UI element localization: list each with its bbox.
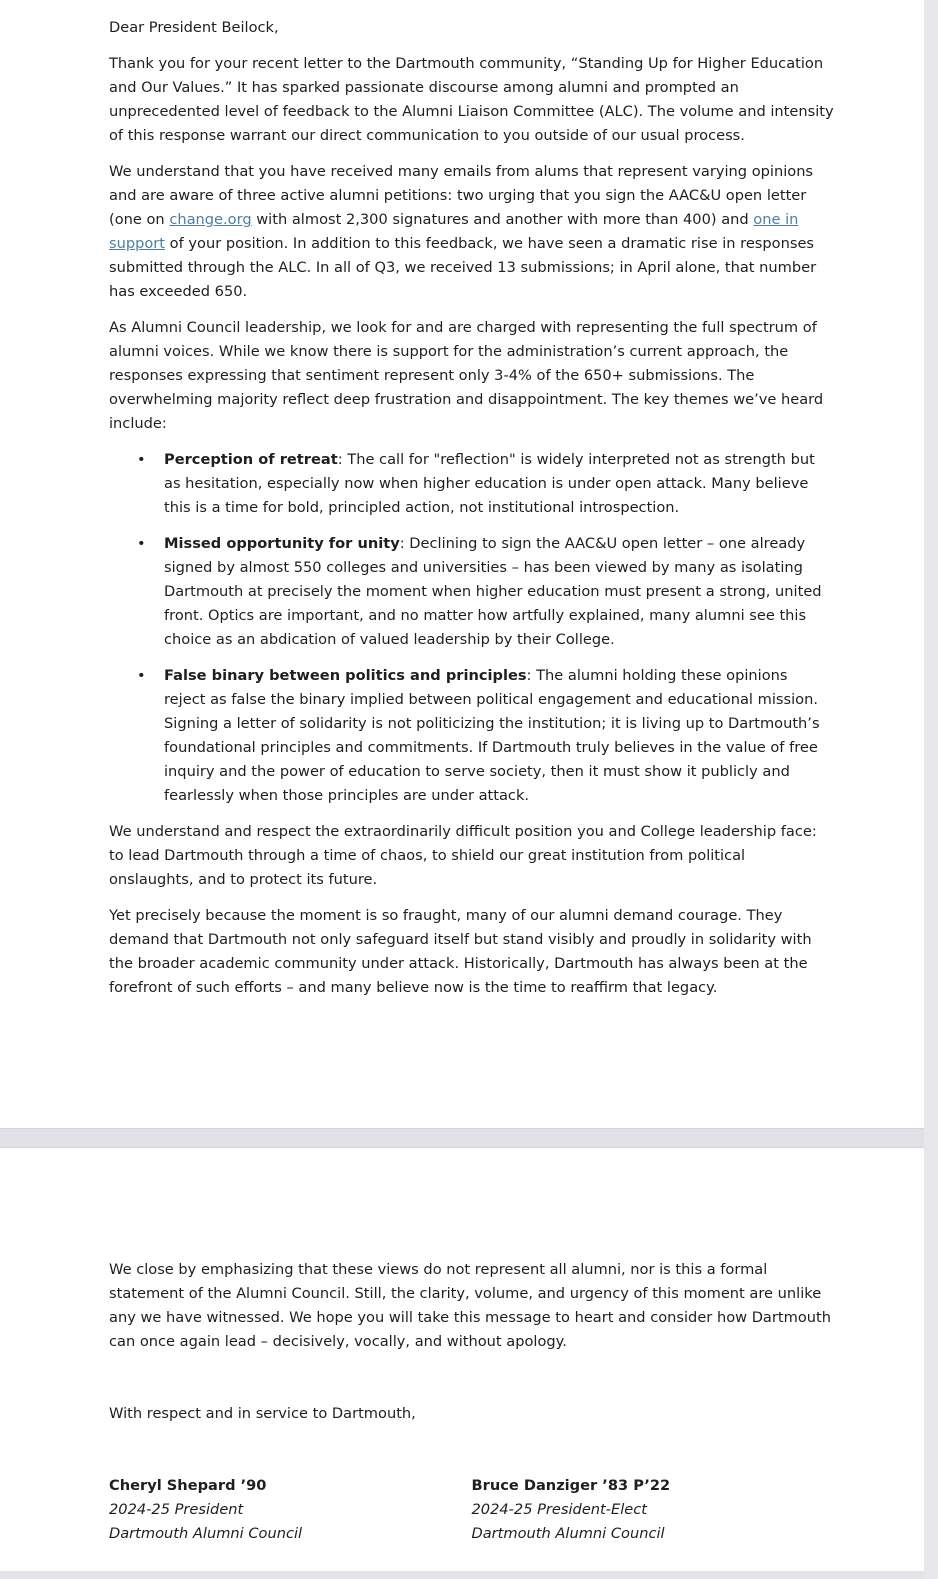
theme-text: : The call for "reflection" is widely interpreted not as strength but as hesitation, especially now when higher education is under open attack. Many believe this is a time for bold, principled action, not institutional introspection.	[164, 451, 815, 516]
signoff: With respect and in service to Dartmouth,	[109, 1405, 416, 1422]
paragraph-petitions	[109, 160, 834, 304]
signer-org: Dartmouth Alumni Council	[471, 1525, 665, 1542]
theme-title: False binary between politics and principles	[164, 667, 527, 684]
paragraph-closing: We close by emphasizing that these views do not represent all alumni, nor is this a formal statement of the Alumni Council. Still, the clarity, volume, and urgency of this moment are unlike any we have witnessed. We hope you will take this message to heart and consider how Dartmouth can once again lead – decisively, vocally, and without apology.	[109, 1261, 831, 1350]
paragraph-leadership: As Alumni Council leadership, we look for and are charged with representing the full spectrum of alumni voices. While we know there is support for the administration’s current approach, the responses expressing that sentiment represent only 3-4% of the 650+ submissions. The overwhelming majority reflect deep frustration and disappointment. The key themes we’ve heard include:	[109, 319, 824, 432]
page-break	[0, 1128, 924, 1148]
signer-name: Cheryl Shepard ’90	[109, 1477, 267, 1494]
paragraph-petitions-part-b: with almost 2,300 signatures and another with more than 400) and	[251, 211, 754, 228]
theme-item-false-binary	[137, 664, 826, 808]
letter-page-2	[0, 1148, 924, 1571]
paragraph-courage: Yet precisely because the moment is so fraught, many of our alumni demand courage. They demand that Dartmouth not only safeguard itself but stand visibly and proudly in solidarity with the broader academic community under attack. Historically, Dartmouth has always been at the forefront of such efforts – and many believe now is the time to reaffirm that legacy.	[109, 907, 812, 996]
paragraph-respect: We understand and respect the extraordinarily difficult position you and College leadership face: to lead Dartmouth through a time of chaos, to shield our great institution from political onslaughts, and to protect its future.	[109, 823, 817, 888]
one-in-support-link[interactable]: one in support	[109, 211, 799, 252]
signature-shepard	[109, 1474, 472, 1546]
signer-name: Bruce Danziger ’83 P’22	[471, 1477, 671, 1494]
greeting: Dear President Beilock,	[109, 19, 279, 36]
signer-org: Dartmouth Alumni Council	[109, 1525, 303, 1542]
themes-list	[109, 448, 924, 808]
theme-title: Perception of retreat	[164, 451, 338, 468]
paragraph-petitions-part-c: of your position. In addition to this feedback, we have seen a dramatic rise in responses submitted through the ALC. In all of Q3, we received 13 submissions; in April alone, that number has exceeded 650.	[109, 235, 817, 300]
theme-text: : The alumni holding these opinions reject as false the binary implied between political engagement and educational mission. Signing a letter of solidarity is not politicizing the institution; it is living up to Dartmouth’s foundational principles and commitments. If Dartmouth truly believes in the value of free inquiry and the power of education to serve society, then it must show it publicly and fearlessly when those principles are under attack.	[164, 667, 820, 804]
signer-role: 2024-25 President-Elect	[471, 1501, 648, 1518]
paragraph-petitions-part-a: We understand that you have received many emails from alums that represent varying opinions and are aware of three active alumni petitions: two urging that you sign the AAC&U open letter (one on	[109, 163, 814, 228]
signature-danziger	[472, 1474, 835, 1546]
paragraph-intro: Thank you for your recent letter to the Dartmouth community, “Standing Up for Higher Education and Our Values.” It has sparked passionate discourse among alumni and prompted an unprecedented level of feedback to the Alumni Liaison Committee (ALC). The volume and intensity of this response warrant our direct communication to you outside of our usual process.	[109, 55, 834, 144]
bullet-icon: •	[137, 667, 146, 684]
bullet-icon: •	[137, 451, 146, 468]
change-org-link[interactable]: change.org	[169, 211, 252, 228]
signature-block	[109, 1474, 834, 1546]
bullet-icon: •	[137, 535, 146, 552]
theme-text: : Declining to sign the AAC&U open letter – one already signed by almost 550 colleges and universities – has been viewed by many as isolating Dartmouth at precisely the moment when higher education must present a strong, united front. Optics are important, and no matter how artfully explained, many alumni see this choice as an abdication of valued leadership by their College.	[164, 535, 822, 648]
viewer-edge	[924, 0, 938, 1579]
theme-item-unity	[137, 532, 826, 652]
theme-item-retreat	[137, 448, 826, 520]
signer-role: 2024-25 President	[109, 1501, 244, 1518]
theme-title: Missed opportunity for unity	[164, 535, 400, 552]
